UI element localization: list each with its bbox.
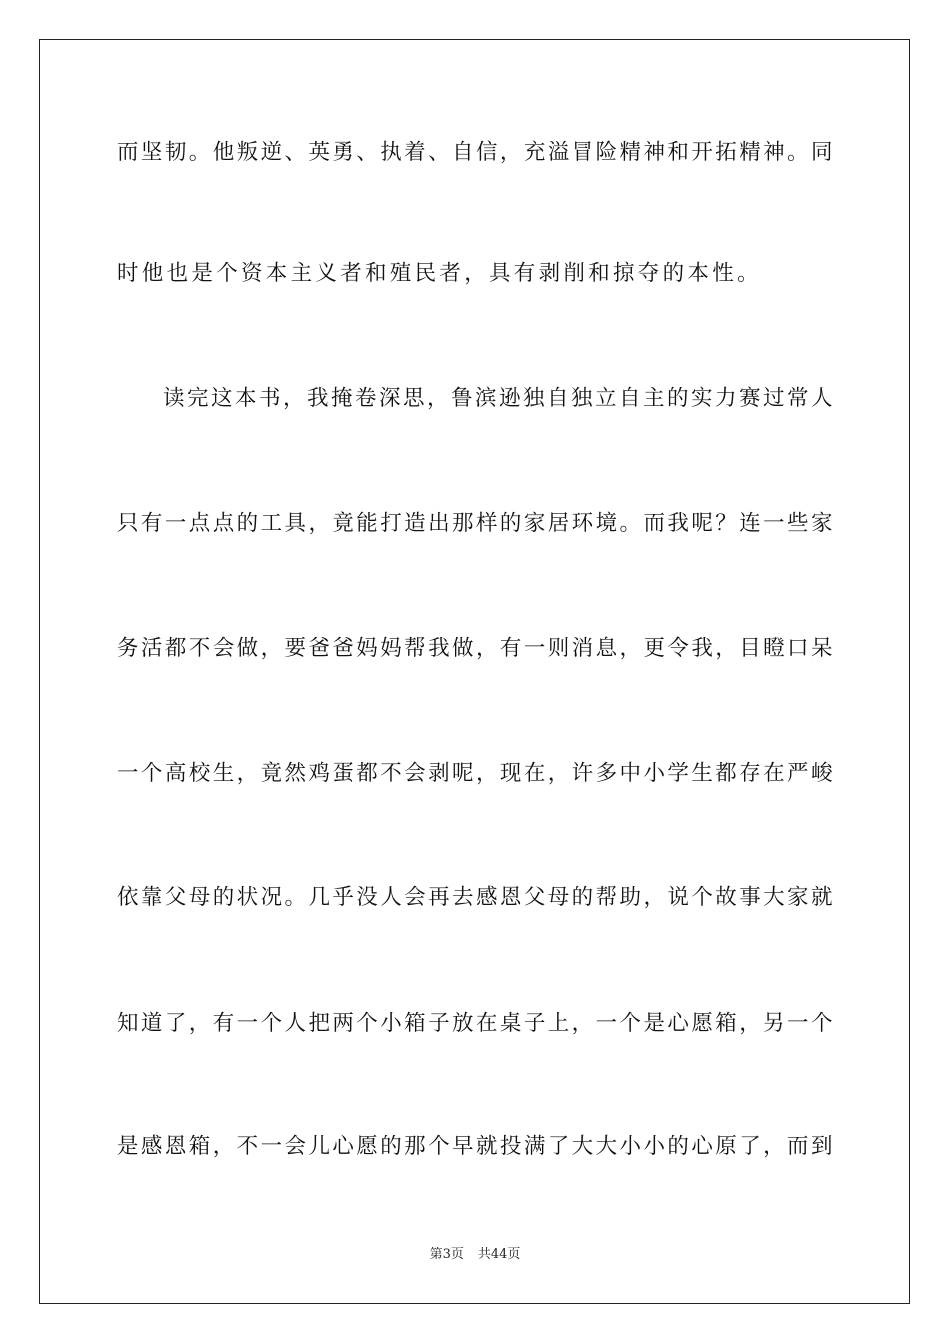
text-line-6: 一个高校生，竟然鸡蛋都不会剥呢，现在，许多中小学生都存在严峻 xyxy=(117,761,833,786)
text-line-9: 是感恩箱，不一会儿心愿的那个早就投满了大大小小的心原了，而到 xyxy=(117,1134,833,1159)
text-line-5: 务活都不会做，要爸爸妈妈帮我做，有一则消息，更令我，目瞪口呆 xyxy=(117,636,833,661)
text-line-3: 读完这本书，我掩卷深思，鲁滨逊独自独立自主的实力赛过常人 xyxy=(163,386,833,411)
page-number: 第3页 xyxy=(429,1247,464,1262)
total-pages: 共44页 xyxy=(477,1247,521,1262)
text-line-8: 知道了，有一个人把两个小箱子放在桌子上，一个是心愿箱，另一个 xyxy=(117,1011,833,1036)
page-border xyxy=(39,39,910,1304)
text-line-7: 依靠父母的状况。几乎没人会再去感恩父母的帮助，说个故事大家就 xyxy=(117,885,833,910)
text-line-4: 只有一点点的工具，竟能打造出那样的家居环境。而我呢？连一些家 xyxy=(117,511,833,536)
text-line-1: 而坚韧。他叛逆、英勇、执着、自信，充溢冒险精神和开拓精神。同 xyxy=(117,140,833,165)
text-line-2: 时他也是个资本主义者和殖民者，具有剥削和掠夺的本性。 xyxy=(117,261,762,286)
page-footer xyxy=(0,1246,950,1264)
